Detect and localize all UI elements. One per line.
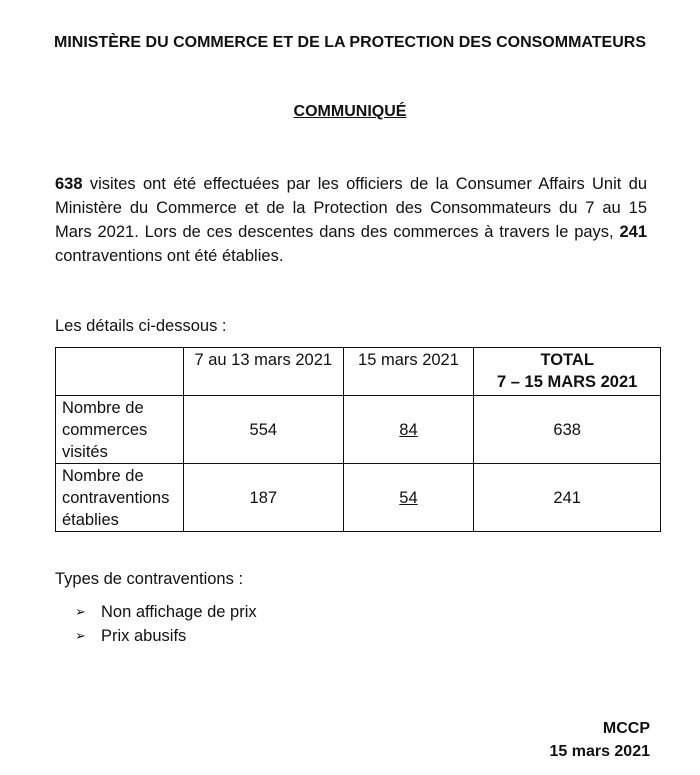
header-empty — [56, 348, 184, 396]
header-period-2: 15 mars 2021 — [343, 348, 474, 396]
row-value-period-1: 187 — [183, 464, 343, 532]
arrow-bullet-icon: ➢ — [75, 604, 86, 619]
list-item-label: Prix abusifs — [101, 627, 187, 645]
types-label: Types de contraventions : — [55, 570, 244, 588]
communique-title: COMMUNIQUÉ — [293, 103, 407, 120]
arrow-bullet-icon: ➢ — [75, 628, 86, 643]
intro-paragraph — [55, 172, 647, 268]
header-total-period: 7 – 15 MARS 2021 — [497, 373, 638, 391]
row-label: Nombre de contraventions établies — [56, 464, 184, 532]
visits-count: 638 — [55, 175, 83, 193]
contraventions-count: 241 — [619, 223, 647, 241]
signature-date: 15 mars 2021 — [549, 743, 650, 760]
table-row — [56, 464, 661, 532]
list-item — [75, 624, 257, 648]
signature-org: MCCP — [602, 720, 650, 737]
intro-text-a: visites ont été effectuées par les officiers de la Consumer Affairs Unit du Ministère du Commerce et de la Protection des Consommateurs du 7 au 15 Mars 2021. Lors de ces descentes dans des commerces à travers le pays, — [55, 175, 647, 241]
details-label: Les détails ci-dessous : — [55, 317, 227, 335]
header-total-label: TOTAL — [540, 351, 594, 369]
row-value-period-2-text: 54 — [399, 488, 418, 507]
row-label: Nombre de commerces visités — [56, 396, 184, 464]
row-value-period-2-text: 84 — [399, 420, 418, 439]
intro-text-b: contraventions ont été établies. — [55, 247, 284, 265]
stats-table — [55, 347, 661, 532]
row-value-total: 638 — [474, 396, 661, 464]
header-period-1: 7 au 13 mars 2021 — [183, 348, 343, 396]
types-list — [75, 600, 257, 648]
table-header-row — [56, 348, 661, 396]
row-value-period-2 — [343, 396, 474, 464]
row-value-total: 241 — [474, 464, 661, 532]
header-total — [474, 348, 661, 396]
row-value-period-1: 554 — [183, 396, 343, 464]
table-row — [56, 396, 661, 464]
list-item-label: Non affichage de prix — [101, 603, 257, 621]
row-value-period-2 — [343, 464, 474, 532]
list-item — [75, 600, 257, 624]
ministry-heading: MINISTÈRE DU COMMERCE ET DE LA PROTECTION DES CONSOMMATEURS — [53, 34, 646, 51]
